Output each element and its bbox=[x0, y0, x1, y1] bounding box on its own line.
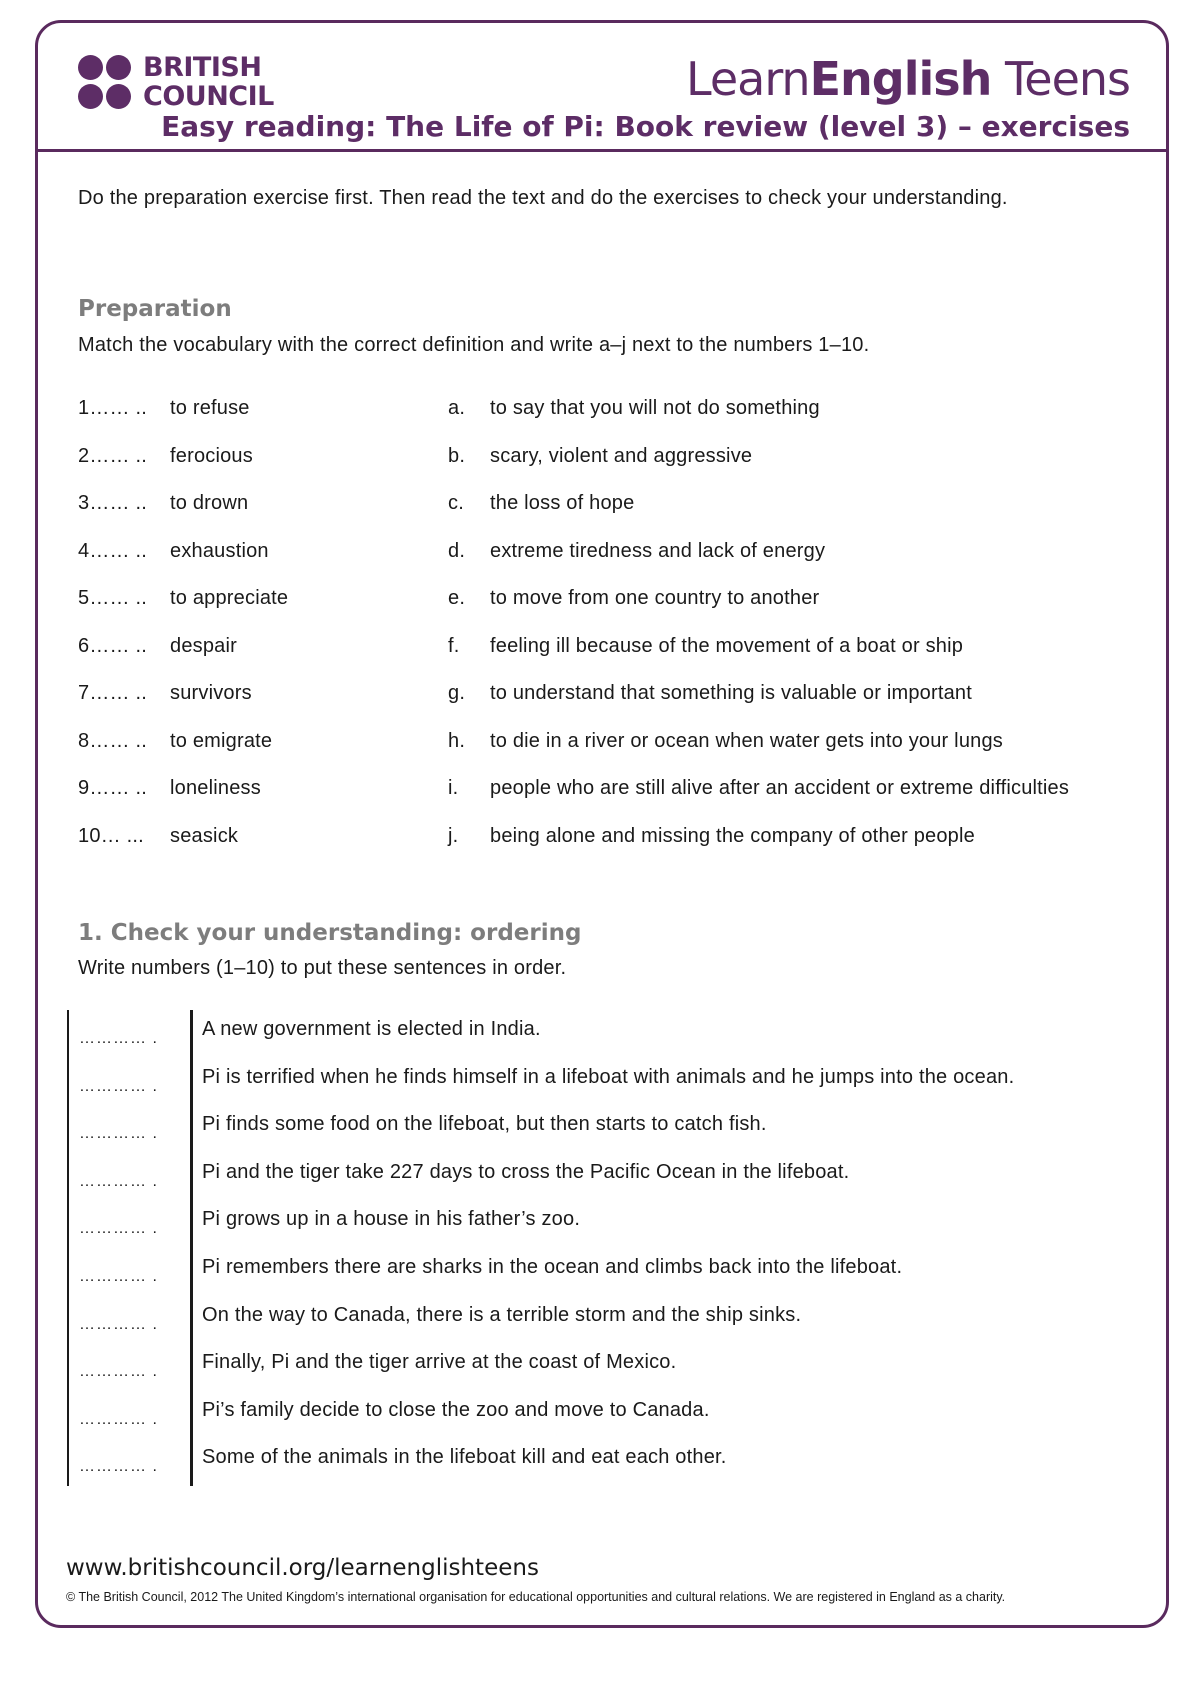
vocab-definition: people who are still alive after an accident or extreme difficulties bbox=[490, 777, 1070, 799]
ordering-row bbox=[67, 1248, 1147, 1296]
order-sentence: Pi remembers there are sharks in the ocean and climbs back into the lifeboat. bbox=[202, 1256, 903, 1278]
ordering-row bbox=[67, 1010, 1147, 1058]
vocab-number-blank[interactable]: 4…… .. bbox=[78, 539, 147, 562]
definition-letter: h. bbox=[448, 729, 466, 752]
vocab-definition: being alone and missing the company of other people bbox=[490, 824, 975, 847]
order-number-blank[interactable]: ………… . bbox=[79, 1363, 158, 1381]
definition-letter: e. bbox=[448, 587, 466, 609]
ordering-instruction: Write numbers (1–10) to put these sentences in order. bbox=[78, 957, 567, 979]
vocab-term: loneliness bbox=[170, 777, 261, 799]
order-number-blank[interactable]: ………… . bbox=[79, 1220, 158, 1238]
vocab-number-blank[interactable]: 8…… .. bbox=[78, 729, 147, 752]
definition-letter: i. bbox=[448, 777, 459, 799]
vocab-number-blank[interactable]: 5…… .. bbox=[78, 587, 147, 609]
vocab-row bbox=[78, 397, 1138, 445]
order-sentence: Pi and the tiger take 227 days to cross the Pacific Ocean in the lifeboat. bbox=[202, 1160, 850, 1183]
order-sentence: Pi finds some food on the lifeboat, but then starts to catch fish. bbox=[202, 1113, 767, 1136]
vocab-definition: to understand that something is valuable or important bbox=[490, 682, 972, 704]
order-number-blank[interactable]: ………… . bbox=[79, 1268, 158, 1285]
vocab-term: seasick bbox=[170, 824, 239, 847]
page-title: Easy reading: The Life of Pi: Book review (level 3) – exercises bbox=[161, 110, 1130, 143]
vocab-row bbox=[78, 635, 1138, 683]
vocab-term: to refuse bbox=[170, 397, 250, 419]
order-sentence: Pi grows up in a house in his father’s zoo. bbox=[202, 1208, 581, 1231]
definition-letter: c. bbox=[448, 492, 464, 514]
vocab-row bbox=[78, 587, 1138, 635]
order-number-blank[interactable]: ………… . bbox=[79, 1125, 158, 1143]
order-number-blank[interactable]: ………… . bbox=[79, 1030, 158, 1047]
definition-letter: a. bbox=[448, 397, 466, 419]
ordering-row bbox=[67, 1200, 1147, 1248]
vocab-definition: feeling ill because of the movement of a boat or ship bbox=[490, 634, 964, 657]
preparation-instruction: Match the vocabulary with the correct definition and write a–j next to the numbers 1–10. bbox=[78, 334, 870, 356]
ordering-heading: 1. Check your understanding: ordering bbox=[78, 920, 582, 946]
vocab-term: to appreciate bbox=[170, 587, 289, 609]
order-number-blank[interactable]: ………… . bbox=[79, 1458, 158, 1476]
order-number-blank[interactable]: ………… . bbox=[79, 1172, 158, 1190]
order-number-blank[interactable]: ………… . bbox=[79, 1315, 158, 1333]
vocab-number-blank[interactable]: 7…… .. bbox=[78, 682, 147, 704]
vocab-definition: to die in a river or ocean when water gets into your lungs bbox=[490, 729, 1003, 752]
ordering-row bbox=[67, 1153, 1147, 1201]
vocab-term: to emigrate bbox=[170, 729, 273, 752]
vocab-definition: to move from one country to another bbox=[490, 587, 820, 609]
vocab-row bbox=[78, 492, 1138, 540]
vocab-term: ferocious bbox=[170, 444, 253, 467]
ordering-row bbox=[67, 1438, 1147, 1486]
logo-wordmark bbox=[143, 53, 274, 111]
preparation-heading: Preparation bbox=[78, 296, 232, 322]
order-sentence: On the way to Canada, there is a terrible storm and the ship sinks. bbox=[202, 1303, 802, 1326]
definition-letter: g. bbox=[448, 682, 466, 704]
order-sentence: Finally, Pi and the tiger arrive at the coast of Mexico. bbox=[202, 1351, 677, 1374]
vocab-number-blank[interactable]: 3…… .. bbox=[78, 492, 147, 514]
header-divider bbox=[35, 149, 1169, 152]
footer-copyright: © The British Council, 2012 The United Kingdom’s international organisation for educational opportunities and cultural relations. We are registered in England as a charity. bbox=[66, 1590, 1006, 1604]
order-number-blank[interactable]: ………… . bbox=[79, 1410, 158, 1428]
vocab-definition: the loss of hope bbox=[490, 492, 635, 514]
vocab-definition: scary, violent and aggressive bbox=[490, 444, 753, 467]
vocab-number-blank[interactable]: 10… ... bbox=[78, 824, 144, 847]
vocab-row bbox=[78, 540, 1138, 588]
order-number-blank[interactable]: ………… . bbox=[79, 1077, 158, 1095]
vocabulary-matching-list bbox=[78, 397, 1138, 872]
footer-url[interactable]: www.britishcouncil.org/learnenglishteens bbox=[66, 1555, 539, 1581]
vocab-term: to drown bbox=[170, 492, 249, 514]
brand-teens: Teens bbox=[991, 52, 1130, 106]
vocab-number-blank[interactable]: 1…… .. bbox=[78, 397, 147, 419]
ordering-row bbox=[67, 1296, 1147, 1344]
order-sentence: Pi’s family decide to close the zoo and move to Canada. bbox=[202, 1398, 710, 1421]
ordering-row bbox=[67, 1343, 1147, 1391]
definition-letter: d. bbox=[448, 539, 466, 562]
vocab-row bbox=[78, 730, 1138, 778]
definition-letter: f. bbox=[448, 634, 460, 657]
learnenglish-teens-brand bbox=[686, 52, 1130, 106]
order-sentence: Some of the animals in the lifeboat kill and eat each other. bbox=[202, 1446, 727, 1469]
logo-line-1: BRITISH bbox=[143, 52, 262, 83]
vocab-term: despair bbox=[170, 634, 237, 657]
vocab-row bbox=[78, 777, 1138, 825]
vocab-row bbox=[78, 825, 1138, 873]
logo-dot-icon bbox=[78, 55, 103, 80]
vocab-definition: to say that you will not do something bbox=[490, 397, 820, 419]
vocab-term: survivors bbox=[170, 682, 252, 704]
order-sentence: Pi is terrified when he finds himself in a lifeboat with animals and he jumps into the ocean. bbox=[202, 1065, 1015, 1088]
vocab-number-blank[interactable]: 9…… .. bbox=[78, 777, 147, 799]
definition-letter: j. bbox=[448, 824, 459, 847]
vocab-number-blank[interactable]: 6…… .. bbox=[78, 634, 147, 657]
vocab-definition: extreme tiredness and lack of energy bbox=[490, 539, 826, 562]
ordering-row bbox=[67, 1391, 1147, 1439]
british-council-logo bbox=[78, 53, 278, 113]
vocab-row bbox=[78, 682, 1138, 730]
logo-dot-icon bbox=[78, 84, 103, 109]
vocab-number-blank[interactable]: 2…… .. bbox=[78, 444, 147, 467]
vocab-term: exhaustion bbox=[170, 539, 269, 562]
definition-letter: b. bbox=[448, 444, 466, 467]
intro-text: Do the preparation exercise first. Then read the text and do the exercises to check your understanding. bbox=[78, 187, 1008, 209]
logo-dot-icon bbox=[106, 55, 131, 80]
brand-learn: Learn bbox=[686, 52, 810, 106]
brand-english: English bbox=[809, 52, 992, 106]
logo-line-2: COUNCIL bbox=[143, 81, 274, 112]
ordering-row bbox=[67, 1105, 1147, 1153]
vocab-row bbox=[78, 445, 1138, 493]
logo-dot-icon bbox=[106, 84, 131, 109]
ordering-table bbox=[67, 1010, 1147, 1486]
order-sentence: A new government is elected in India. bbox=[202, 1018, 541, 1040]
ordering-row bbox=[67, 1058, 1147, 1106]
